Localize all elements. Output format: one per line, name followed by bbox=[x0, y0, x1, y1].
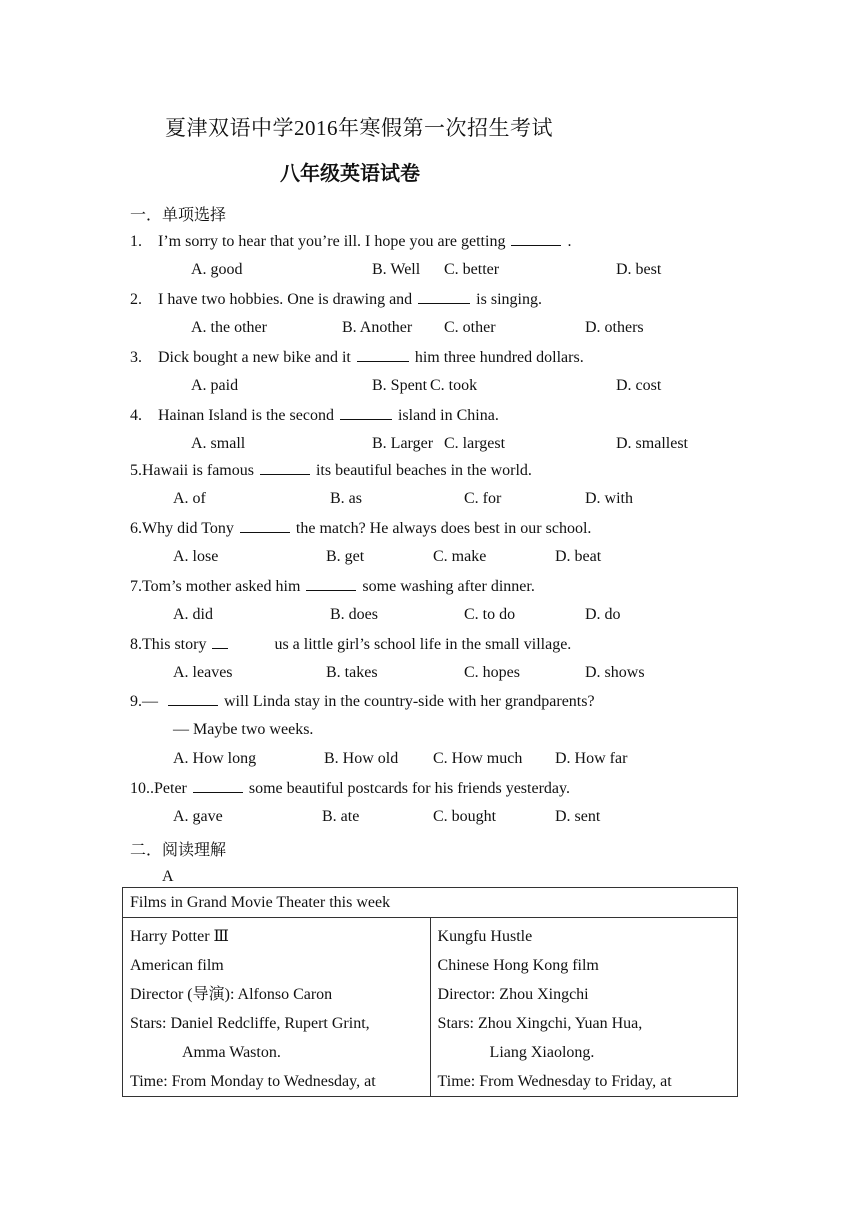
option-3d: D. cost bbox=[616, 377, 662, 394]
film-kungfu-hustle bbox=[430, 918, 737, 1097]
question-4: 4. Hainan Island is the second island in China. bbox=[130, 407, 499, 424]
question-9-response: — Maybe two weeks. bbox=[173, 721, 314, 738]
question-9: 9.— will Linda stay in the country-side with her grandparents? bbox=[130, 693, 595, 710]
film-time: Time: From Monday to Wednesday, at bbox=[130, 1073, 376, 1090]
option-3b: B. Spent bbox=[372, 377, 428, 394]
option-3c: C. took bbox=[430, 377, 478, 394]
option-7b: B. does bbox=[330, 606, 378, 623]
option-6b: B. get bbox=[326, 548, 365, 565]
option-6a: A. lose bbox=[173, 548, 219, 565]
films-table bbox=[122, 887, 738, 1097]
section-heading-reading: 二．阅读理解 bbox=[130, 842, 227, 859]
film-stars: Stars: Zhou Xingchi, Yuan Hua, bbox=[437, 1015, 643, 1032]
film-time: Time: From Wednesday to Friday, at bbox=[437, 1073, 672, 1090]
film-origin: Chinese Hong Kong film bbox=[437, 957, 599, 974]
film-origin: American film bbox=[130, 957, 224, 974]
option-7c: C. to do bbox=[464, 606, 516, 623]
answer-blank bbox=[511, 231, 561, 246]
option-7d: D. do bbox=[585, 606, 621, 623]
option-9d: D. How far bbox=[555, 750, 628, 767]
option-9b: B. How old bbox=[324, 750, 399, 767]
film-stars-continued: Liang Xiaolong. bbox=[489, 1044, 595, 1061]
option-8c: C. hopes bbox=[464, 664, 520, 681]
option-4c: C. largest bbox=[444, 435, 506, 452]
option-1b: B. Well bbox=[372, 261, 421, 278]
question-8: 8.This story us a little girl’s school life in the small village. bbox=[130, 636, 572, 653]
option-6d: D. beat bbox=[555, 548, 602, 565]
question-10: 10..Peter some beautiful postcards for his friends yesterday. bbox=[130, 780, 570, 797]
film-name: Harry Potter Ⅲ bbox=[130, 928, 229, 945]
option-1c: C. better bbox=[444, 261, 500, 278]
passage-label: A bbox=[162, 868, 174, 885]
answer-blank bbox=[240, 518, 290, 533]
option-10d: D. sent bbox=[555, 808, 601, 825]
option-1a: A. good bbox=[191, 261, 243, 278]
option-2a: A. the other bbox=[191, 319, 267, 336]
answer-blank bbox=[418, 289, 470, 304]
option-2b: B. Another bbox=[342, 319, 413, 336]
option-8b: B. takes bbox=[326, 664, 378, 681]
question-2: 2. I have two hobbies. One is drawing and is singing. bbox=[130, 291, 542, 308]
question-6: 6.Why did Tony the match? He always does best in our school. bbox=[130, 520, 592, 537]
option-5c: C. for bbox=[464, 490, 502, 507]
option-9a: A. How long bbox=[173, 750, 257, 767]
answer-blank bbox=[340, 405, 392, 420]
answer-blank bbox=[357, 347, 409, 362]
option-4b: B. Larger bbox=[372, 435, 434, 452]
option-10a: A. gave bbox=[173, 808, 223, 825]
film-name: Kungfu Hustle bbox=[437, 928, 533, 945]
question-1: 1. I’m sorry to hear that you’re ill. I hope you are getting . bbox=[130, 233, 572, 250]
option-5a: A. of bbox=[173, 490, 206, 507]
exam-subtitle: 八年级英语试卷 bbox=[280, 161, 420, 185]
option-5b: B. as bbox=[330, 490, 362, 507]
option-5d: D. with bbox=[585, 490, 633, 507]
answer-blank bbox=[212, 634, 228, 649]
option-4a: A. small bbox=[191, 435, 246, 452]
film-director: Director: Zhou Xingchi bbox=[437, 986, 589, 1003]
film-harry-potter bbox=[123, 918, 431, 1097]
option-2d: D. others bbox=[585, 319, 644, 336]
answer-blank bbox=[168, 691, 218, 706]
option-6c: C. make bbox=[433, 548, 487, 565]
film-stars: Stars: Daniel Redcliffe, Rupert Grint, bbox=[130, 1015, 370, 1032]
film-director: Director (导演): Alfonso Caron bbox=[130, 986, 333, 1003]
option-10b: B. ate bbox=[322, 808, 360, 825]
option-8d: D. shows bbox=[585, 664, 645, 681]
option-3a: A. paid bbox=[191, 377, 239, 394]
option-8a: A. leaves bbox=[173, 664, 233, 681]
films-table-header: Films in Grand Movie Theater this week bbox=[123, 888, 738, 918]
answer-blank bbox=[193, 778, 243, 793]
option-10c: C. bought bbox=[433, 808, 497, 825]
answer-blank bbox=[260, 460, 310, 475]
question-7: 7.Tom’s mother asked him some washing after dinner. bbox=[130, 578, 535, 595]
section-heading-single-choice: 一．单项选择 bbox=[130, 207, 227, 224]
option-4d: D. smallest bbox=[616, 435, 688, 452]
film-stars-continued: Amma Waston. bbox=[182, 1044, 281, 1061]
question-5: 5.Hawaii is famous its beautiful beaches in the world. bbox=[130, 462, 532, 479]
option-9c: C. How much bbox=[433, 750, 523, 767]
question-3: 3. Dick bought a new bike and it him three hundred dollars. bbox=[130, 349, 584, 366]
option-1d: D. best bbox=[616, 261, 662, 278]
answer-blank bbox=[306, 576, 356, 591]
option-2c: C. other bbox=[444, 319, 496, 336]
exam-title: 夏津双语中学2016年寒假第一次招生考试 bbox=[165, 116, 553, 140]
option-7a: A. did bbox=[173, 606, 213, 623]
